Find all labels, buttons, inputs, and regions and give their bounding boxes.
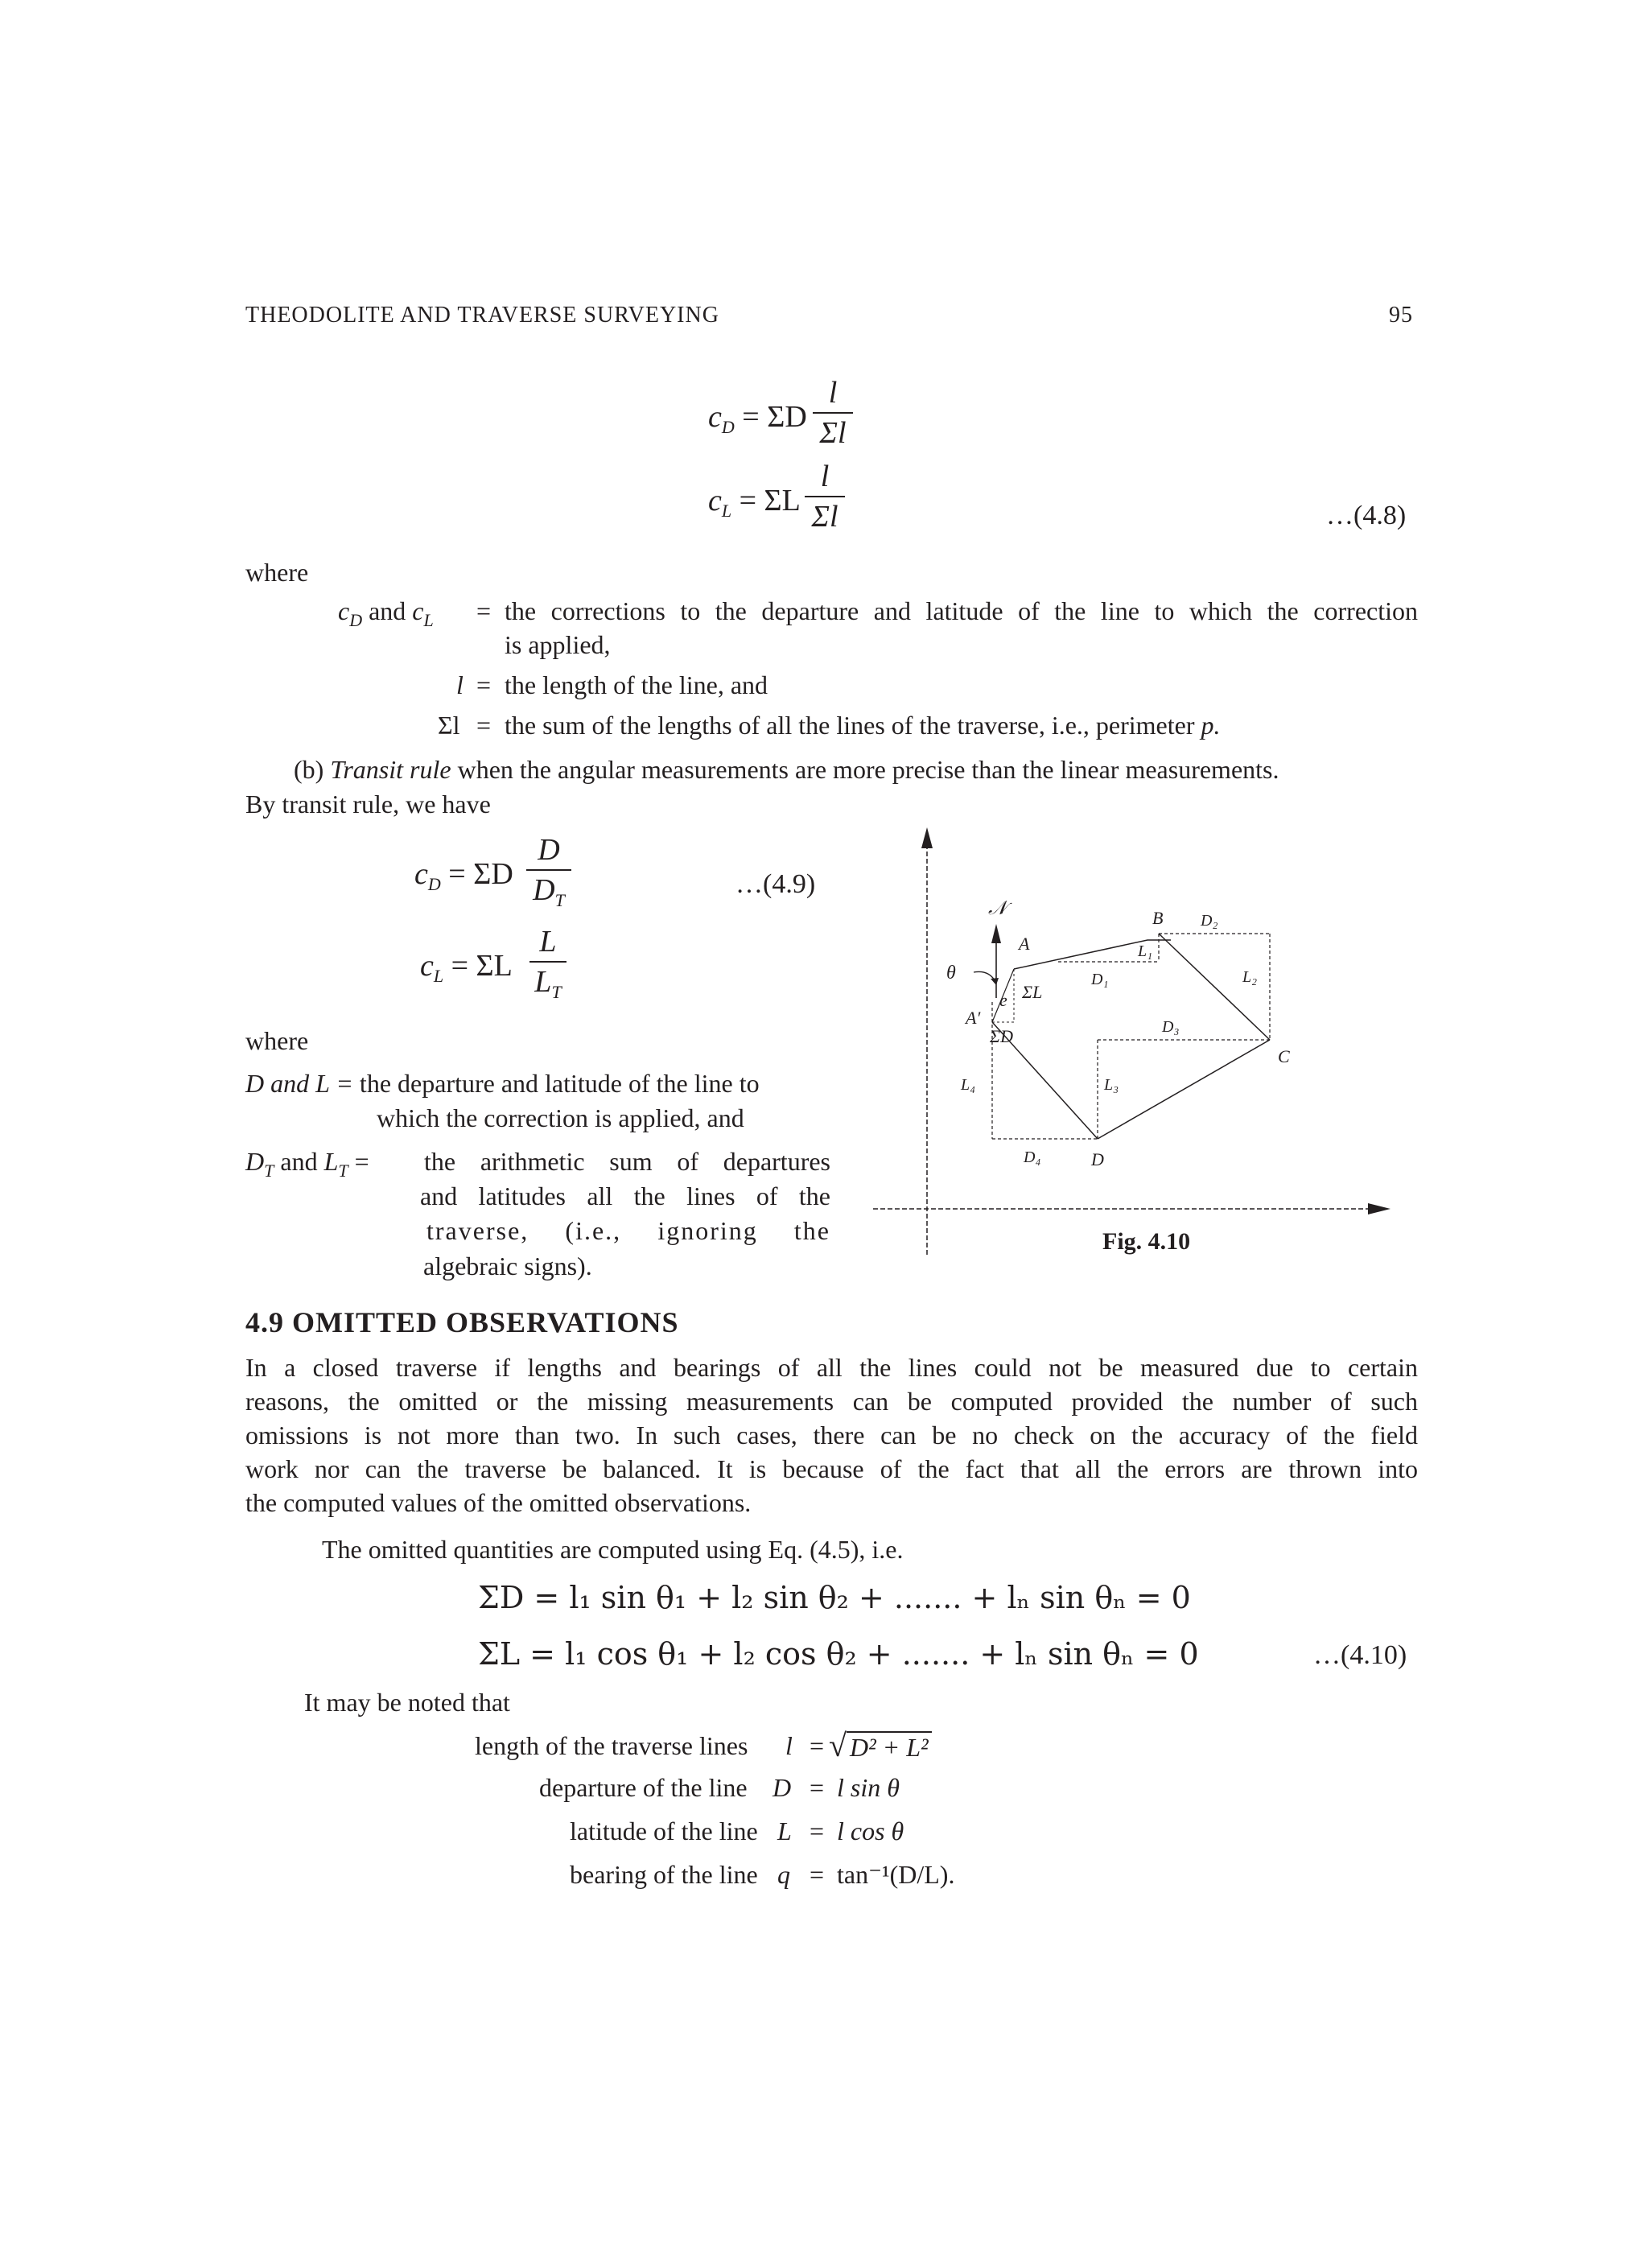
label-l4: L₄ <box>961 1076 976 1094</box>
label-c: C <box>1278 1046 1290 1066</box>
eq-subscript: D <box>721 417 735 437</box>
symbol: L <box>534 965 552 999</box>
fraction <box>529 926 566 1008</box>
noted-line: It may be noted that <box>304 1688 510 1717</box>
relation-label: length of the traverse lines <box>475 1731 748 1760</box>
transit-rule-line-2: By transit rule, we have <box>245 790 491 819</box>
eq-symbol: c <box>414 857 428 891</box>
definition-text: the length of the line, and <box>505 670 768 699</box>
eq-operator: = ΣL <box>739 484 801 518</box>
subscript: T <box>554 890 565 910</box>
subscript: T <box>551 982 562 1002</box>
fraction-bar <box>529 961 566 963</box>
fraction-bar <box>813 412 853 414</box>
numerator: L <box>539 925 557 959</box>
label-l1: L₁ <box>1138 942 1153 960</box>
relation-rhs: l cos θ <box>837 1816 904 1845</box>
definition-line: algebraic signs). <box>423 1252 592 1280</box>
conjunction: and <box>280 1147 318 1176</box>
symbol: c <box>338 596 350 625</box>
definition-symbols <box>245 1144 369 1188</box>
relation-rhs: l sin θ <box>837 1773 900 1802</box>
label-sigma-d: ΣD <box>990 1026 1013 1046</box>
equation-number: …(4.9) <box>735 869 816 899</box>
relation-label: departure of the line <box>539 1773 748 1802</box>
intro-line: The omitted quantities are computed using Eq. (4.5), i.e. <box>322 1535 904 1564</box>
label-d3: D₃ <box>1162 1018 1180 1036</box>
figure-caption: Fig. 4.10 <box>1102 1228 1191 1255</box>
definition-line <box>245 1066 760 1100</box>
paragraph-line: omissions is not more than two. In such cases, there can be no check on the accuracy of the field <box>245 1421 1418 1449</box>
equation-sum-l: ΣL = l₁ cos θ₁ + l₂ cos θ₂ + ....... + lₙ sin θₙ = 0 <box>478 1636 1199 1672</box>
numerator: D <box>538 833 560 867</box>
text: when the angular measurements are more precise than the linear measurements. <box>457 755 1279 784</box>
definition-symbols <box>338 594 434 637</box>
label-d: D <box>1091 1149 1104 1169</box>
equation-number: …(4.10) <box>1313 1640 1407 1670</box>
relation-symbol: L <box>777 1816 792 1845</box>
label-sigma-l: ΣL <box>1022 982 1043 1002</box>
north-arrow-icon <box>991 924 1001 943</box>
label-l3: L₃ <box>1104 1076 1119 1094</box>
definition-text <box>505 708 1221 742</box>
text: the departure and latitude of the line to <box>359 1069 760 1098</box>
x-axis-arrow-icon <box>1368 1203 1390 1214</box>
subscript: D <box>349 610 363 630</box>
relation-equals: = <box>810 1773 825 1802</box>
label-l2: L₂ <box>1242 968 1258 986</box>
symbol: p. <box>1201 711 1221 740</box>
fraction-bar <box>805 496 845 497</box>
definition-line: traverse, (i.e., ignoring the <box>426 1216 830 1245</box>
paragraph-line: the computed values of the omitted observations. <box>245 1488 752 1517</box>
definition-text: is applied, <box>505 630 611 659</box>
fraction <box>526 834 571 917</box>
definition-line: the arithmetic sum of departures <box>424 1147 830 1176</box>
equals-sign: = <box>476 670 492 699</box>
relation-rhs: tan⁻¹(D/L). <box>837 1860 955 1889</box>
subscript: T <box>264 1161 274 1181</box>
eq-subscript: L <box>433 966 444 986</box>
eq-operator: = ΣL <box>451 949 513 983</box>
equation-sum-d: ΣD = l₁ sin θ₁ + l₂ sin θ₂ + ....... + lₙ sin θₙ = 0 <box>478 1580 1191 1615</box>
denominator <box>526 874 571 917</box>
section-heading: 4.9 OMITTED OBSERVATIONS <box>245 1306 679 1338</box>
numerator: l <box>820 460 830 493</box>
symbol: D and L = <box>245 1069 353 1098</box>
label-d2: D₂ <box>1201 912 1218 930</box>
traverse-line-cd <box>1098 1040 1270 1139</box>
transit-rule-line <box>294 753 1418 786</box>
fraction-bar <box>526 869 571 871</box>
eq-subscript: L <box>721 501 732 521</box>
y-axis-arrow-icon <box>921 827 933 848</box>
equals-sign: = <box>476 711 492 740</box>
eq-operator: = ΣD <box>448 857 513 891</box>
label-a-prime: A′ <box>966 1008 981 1028</box>
relation-equals: = <box>810 1860 825 1889</box>
sqrt-radicand: D² + L² <box>847 1731 932 1762</box>
eq-symbol: c <box>420 949 434 983</box>
paragraph-line: work nor can the traverse be balanced. It is because of the fact that all the errors are thrown into <box>245 1454 1418 1483</box>
label-b: B <box>1152 908 1164 928</box>
figure-4-10 <box>853 821 1400 1272</box>
sqrt-icon: √ <box>829 1727 847 1763</box>
eq-symbol: c <box>708 484 722 518</box>
denominator <box>529 966 566 1008</box>
relation-equals: = <box>810 1731 825 1760</box>
eq-operator: = ΣD <box>742 400 807 434</box>
running-title: THEODOLITE AND TRAVERSE SURVEYING <box>245 303 719 328</box>
where-label: where <box>245 1026 309 1055</box>
label-d1: D₁ <box>1091 971 1109 988</box>
definition-line: and latitudes all the lines of the <box>420 1181 830 1210</box>
conjunction: and <box>369 596 406 625</box>
where-label: where <box>245 558 309 587</box>
subscript: T <box>338 1161 348 1181</box>
fraction <box>813 377 853 449</box>
relation-symbol: D <box>772 1773 792 1802</box>
relation-label: bearing of the line <box>570 1860 758 1889</box>
symbol: c <box>412 596 424 625</box>
definition-text: the corrections to the departure and latitude of the line to which the correction <box>505 596 1418 625</box>
label-theta: θ <box>946 963 956 983</box>
fraction <box>805 460 845 533</box>
eq-subscript: D <box>427 874 441 894</box>
sqrt-expression <box>829 1729 932 1764</box>
label-north: 𝒩 <box>988 898 1007 919</box>
subscript: L <box>423 610 434 630</box>
symbol: l <box>456 670 464 699</box>
eq-symbol: c <box>708 400 722 434</box>
symbol: Σl <box>438 711 460 740</box>
page-number: 95 <box>1389 303 1413 328</box>
text: the sum of the lengths of all the lines of the traverse, i.e., perimeter <box>505 711 1195 740</box>
rule-name: Transit rule <box>330 755 451 784</box>
label-d4: D₄ <box>1024 1148 1041 1166</box>
item-prefix: (b) <box>294 755 324 784</box>
symbol: D <box>245 1147 265 1176</box>
equals-sign: = <box>476 596 492 625</box>
theta-arrow-icon <box>991 978 999 985</box>
symbol: D <box>533 873 555 907</box>
equals-sign: = <box>354 1147 369 1176</box>
relation-label: latitude of the line <box>570 1816 758 1845</box>
label-e: e <box>999 990 1007 1010</box>
paragraph-line: reasons, the omitted or the missing measurements can be computed provided the number of such <box>245 1387 1418 1416</box>
equation-number: …(4.8) <box>1326 501 1407 530</box>
denominator: Σl <box>819 416 847 450</box>
relation-symbol: q <box>777 1860 790 1889</box>
paragraph-line: In a closed traverse if lengths and bearings of all the lines could not be measured due to certain <box>245 1353 1418 1382</box>
relation-equals: = <box>810 1816 825 1845</box>
relation-symbol: l <box>785 1731 793 1760</box>
definition-line: which the correction is applied, and <box>377 1103 744 1132</box>
label-a: A <box>1019 934 1030 954</box>
numerator: l <box>828 376 838 410</box>
symbol: L <box>323 1147 339 1176</box>
denominator: Σl <box>811 500 838 534</box>
